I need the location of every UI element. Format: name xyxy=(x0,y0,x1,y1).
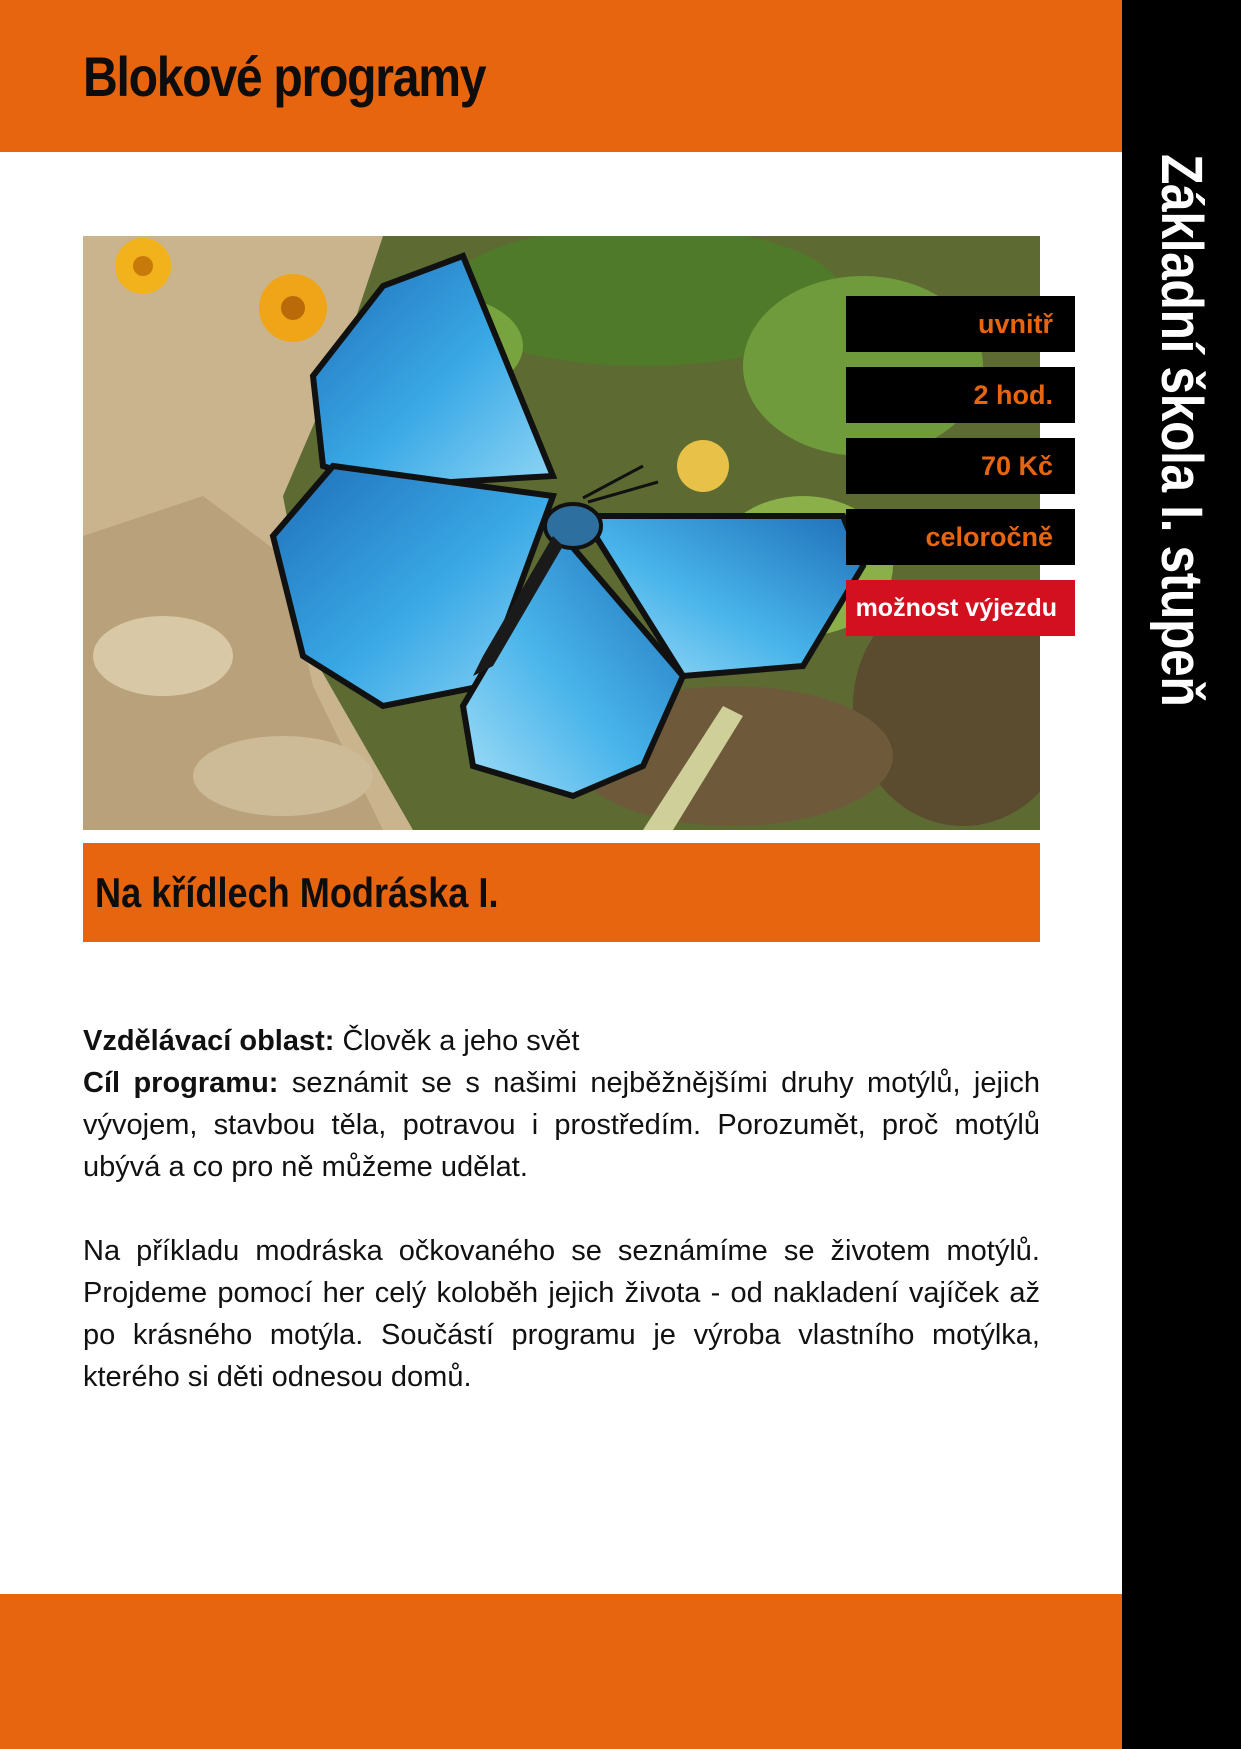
goal-value: seznámit se s našimi nejběžnějšími druhy motýlů, jejich vývojem, stavbou těla, potravou i prostředím. Porozumět, proč motýlů ubývá a co pro ně můžeme udělat. xyxy=(83,1067,1040,1183)
tag-season: celoročně xyxy=(846,509,1075,565)
tag-price: 70 Kč xyxy=(846,438,1075,494)
footer-bar xyxy=(0,1594,1122,1749)
program-description xyxy=(83,1020,1040,1398)
area-line xyxy=(83,1020,1040,1062)
area-label: Vzdělávací oblast: xyxy=(83,1025,335,1057)
page-title: Blokové programy xyxy=(83,45,486,108)
description-paragraph: Na příkladu modráska očkovaného se seznámíme se životem motýlů. Projdeme pomocí her celý koloběh jejich života - od nakladení vajíček až po krásného motýla. Součástí programu je výroba vlastního motýlka, kterého si děti odnesou domů. xyxy=(83,1235,1040,1393)
header-bar xyxy=(0,0,1122,152)
program-title: Na křídlech Modráska I. xyxy=(95,869,499,916)
program-title-bar xyxy=(83,843,1040,942)
goal-label: Cíl programu: xyxy=(83,1067,279,1099)
area-value: Člověk a jeho svět xyxy=(342,1025,580,1057)
tag-duration: 2 hod. xyxy=(846,367,1075,423)
tag-location: uvnitř xyxy=(846,296,1075,352)
side-label xyxy=(1122,152,1241,912)
side-bar xyxy=(1122,0,1241,1749)
goal-line xyxy=(83,1062,1040,1188)
side-label-text: Základní škola I. stupeň xyxy=(1149,154,1214,707)
tag-option: možnost výjezdu xyxy=(846,580,1075,636)
